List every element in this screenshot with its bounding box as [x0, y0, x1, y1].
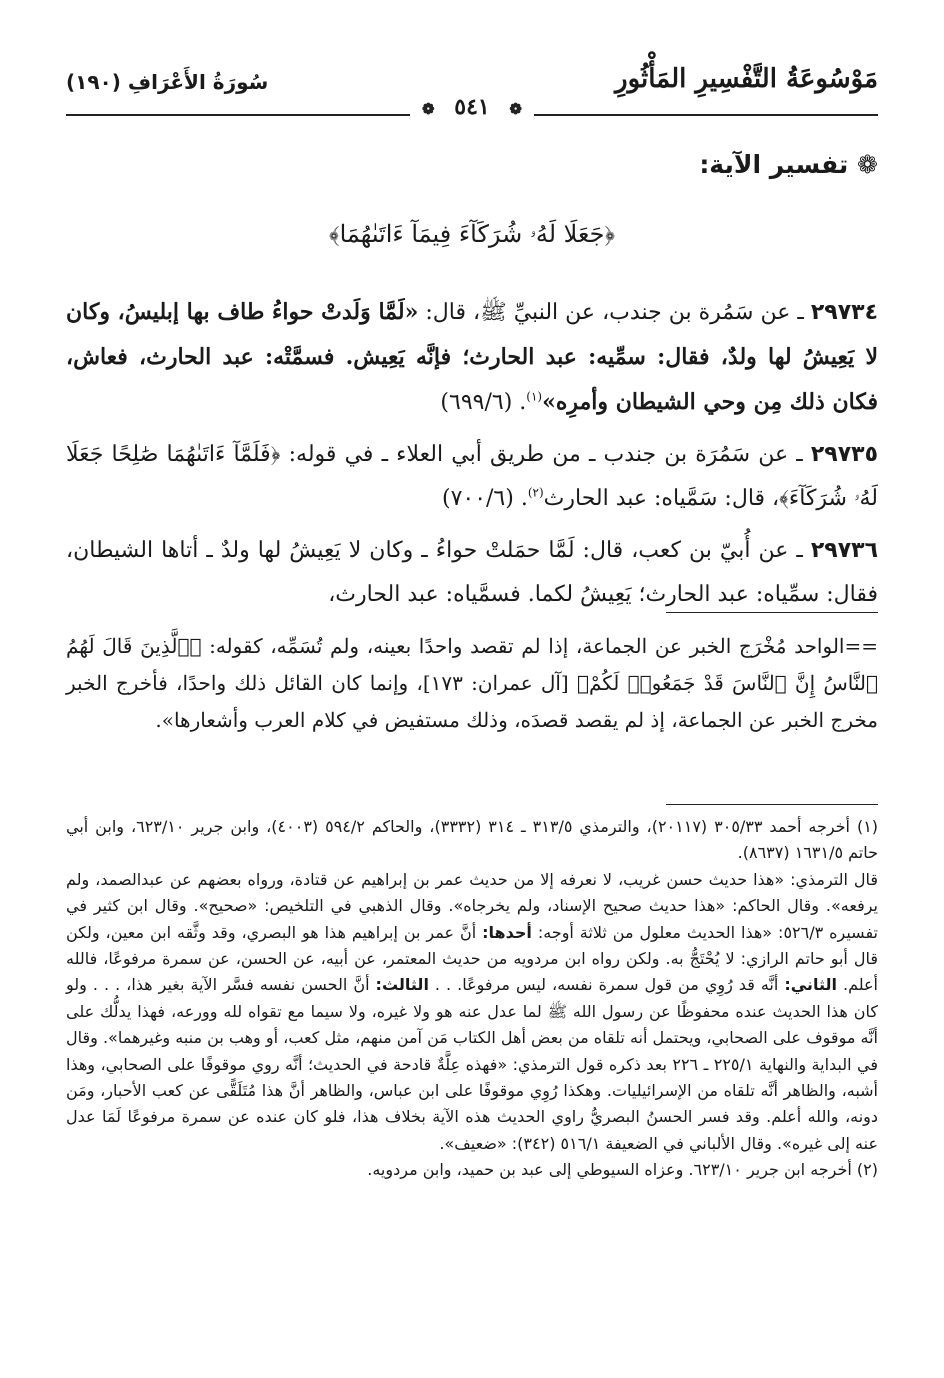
main-text — [66, 290, 878, 625]
entry-quote: «لَمَّا وَلَدتْ حواءُ طاف بها إبليسُ، وكان لا يَعِيشُ لها ولدٌ، فقال: سمِّيه: عبد الحارث؛ فإنَّه يَعِيش. فسمَّتْه: عبد الحارث، فعاش، فكان ذلك مِن وحي الشيطان وأمرِه» — [66, 299, 878, 415]
entry-text: ، قال: سَمَّياه: عبد الحارث — [543, 486, 780, 511]
continued-footnote: ==الواحد مُخْرَج الخبر عن الجماعة، إذا لم تقصد واحدًا بعينه، ولم تُسَمِّه، كقوله: ﴿ٱلَّذِينَ قَالَ لَهُمُ ٱلنَّاسُ إِنَّ ٱلنَّاسَ قَدْ جَمَعُوا۟ لَكُمْ﴾ [آل عمران: ١٧٣]، وإنما كان القائل ذلك واحدًا، فأخرج الخبر مخرج الخبر عن الجماعة، إذ لم يقصد قصدَه، وذلك مستفيض في كلام العرب وأشعارها». — [66, 634, 878, 732]
entry-chain: ـ عن سَمُرَة بن جندب ـ من طريق أبي العلاء ـ في قوله: — [280, 442, 811, 467]
footnote-bold-label: الثاني: — [784, 975, 837, 995]
footnote-item — [66, 867, 878, 1157]
entry-reference: . (٧٠٠/٦) — [441, 486, 528, 511]
footnotes — [66, 814, 878, 1184]
footnote-bold-label: أحدها: — [482, 922, 532, 942]
footnote-marker: (٢) — [527, 485, 544, 500]
entry-text: ـ عن أُبيّ بن كعب، قال: لَمَّا حمَلتْ حواءُ ـ وكان لا يَعِيشُ لها ولدٌ ـ أتاها الشيطان، فقال: سمِّياه: عبد الحارث؛ يَعِيشُ لكما. فسمَّياه: عبد الحارث، — [66, 538, 878, 607]
footnote-text: أنَّ عمر بن إبراهيم هذا هو البصري، وقد وثَّقه ابن معين، ولكن قال أبو حاتم الرازي: لا يُحْتَجُّ به. ولكن رواه ابن مردويه من حديث المعتمر، عن أبيه، عن الحسن، عن سمرة مرفوعًا، فالله أعلم. — [66, 922, 879, 995]
footnote-text: أنَّه قد رُوِي من قول سمرة نفسه، ليس مرفوعًا. . . — [428, 975, 785, 995]
footnote-bold-label: الثالث: — [375, 975, 429, 995]
quran-verse: ﴿جَعَلَا لَهُۥ شُرَكَآءَ فِيمَآ ءَاتَىٰهُمَا﴾ — [328, 220, 616, 248]
entry-number: ٢٩٧٣٤ — [810, 300, 878, 325]
ornament-left-icon: ❁ — [503, 100, 528, 118]
entry-reference: . (٦٩٩/٦) — [440, 390, 527, 415]
section-heading — [699, 150, 878, 179]
hadith-entry — [66, 433, 878, 521]
footnote-text: قال الترمذي: «هذا حديث حسن غريب، لا نعرفه إلا من حديث عمر بن إبراهيم عن قتادة، ورواه بعضهم عن عبدالصمد، ولم يرفعه». وقال الحاكم: «هذا حديث صحيح الإسناد، ولم يخرجاه». وقال الذهبي في التلخيص: «صحيح». وقال ابن كثير في تفسيره ٥٢٦/٣: «هذا الحديث معلول من ثلاثة أوجه: — [66, 869, 879, 942]
section-heading-text: تفسير الآية: — [699, 150, 849, 179]
ornament-right-icon: ❁ — [416, 100, 441, 118]
page-number: ٥٤١ — [448, 94, 495, 120]
entry-quran-quote: ﴿فَلَمَّآ ءَاتَىٰهُمَا صَٰلِحًا جَعَلَا لَهُۥ شُرَكَآءَ﴾ — [66, 442, 878, 511]
flower-ornament-icon: ❁ — [857, 150, 878, 179]
hadith-entry — [66, 290, 878, 425]
footnote-divider — [666, 804, 878, 805]
page-number-bar — [0, 94, 944, 120]
footnote-item: (١) أخرجه أحمد ٣٠٥/٣٣ (٢٠١١٧)، والترمذي ٣١٣/٥ ـ ٣١٤ (٣٣٣٢)، والحاكم ٥٩٤/٢ (٤٠٠٣)، وابن جرير ٦٢٣/١٠، وابن أبي حاتم ١٦٣١/٥ (٨٦٣٧). — [66, 817, 879, 863]
hadith-entry — [66, 529, 878, 617]
footnote-marker: (١) — [526, 389, 543, 404]
entry-chain: ـ عن سَمُرة بن جندب، عن النبيِّ ﷺ، قال: — [418, 300, 811, 325]
footnote-text: أنَّ الحسن نفسه فسَّر الآية بغير هذا، . . . ولو كان هذا الحديث عنده محفوظًا عن رسول الله ﷺ لما عدل عنه هو ولا غيره، ولا سيما مع تقواه لله وورعه، فهذا يدلُّك على أنَّه موقوف على الصحابي، ويحتمل أنه تلقاه من بعض أهل الكتاب مَن آمن منهم، مثل كعب، أو وهب بن منبه وغيرهما». وقال في البداية والنهاية ٢٢٥/١ ـ ٢٢٦ بعد ذكره قول الترمذي: «فهذه عِلَّةٌ قادحة في الحديث؛ أنَّه روي موقوفًا على الصحابي، وهذا أشبه، والظاهر أنَّه تلقاه من الإسرائيليات. وهكذا رُوِي موقوفًا على ابن عباس، والظاهر أنَّ هذا مُتَلَقًّى عن كعب الأحبار، ومَن دونه، والله أعلم. وقد فسر الحسنُ البصريُّ راوي الحديث هذه الآية بخلاف هذا، فلو كان عنده عن سمرة مرفوعًا لَمَا عدل عنه إلى غيره». وقال الألباني في الضعيفة ٥١٦/١ (٣٤٢): «ضعيف». — [66, 975, 879, 1153]
entry-number: ٢٩٧٣٦ — [810, 538, 878, 563]
book-header-title: مَوْسُوعَةُ التَّفْسِيرِ المَأْثُورِ — [615, 64, 878, 94]
footnote-divider — [666, 612, 878, 613]
footnote-item: (٢) أخرجه ابن جرير ٦٢٣/١٠. وعزاه السيوطي إلى عبد بن حميد، وابن مردويه. — [367, 1160, 878, 1180]
surah-header-title: سُورَةُ الأَعْرَافِ (١٩٠) — [66, 70, 269, 94]
entry-number: ٢٩٧٣٥ — [810, 442, 879, 467]
